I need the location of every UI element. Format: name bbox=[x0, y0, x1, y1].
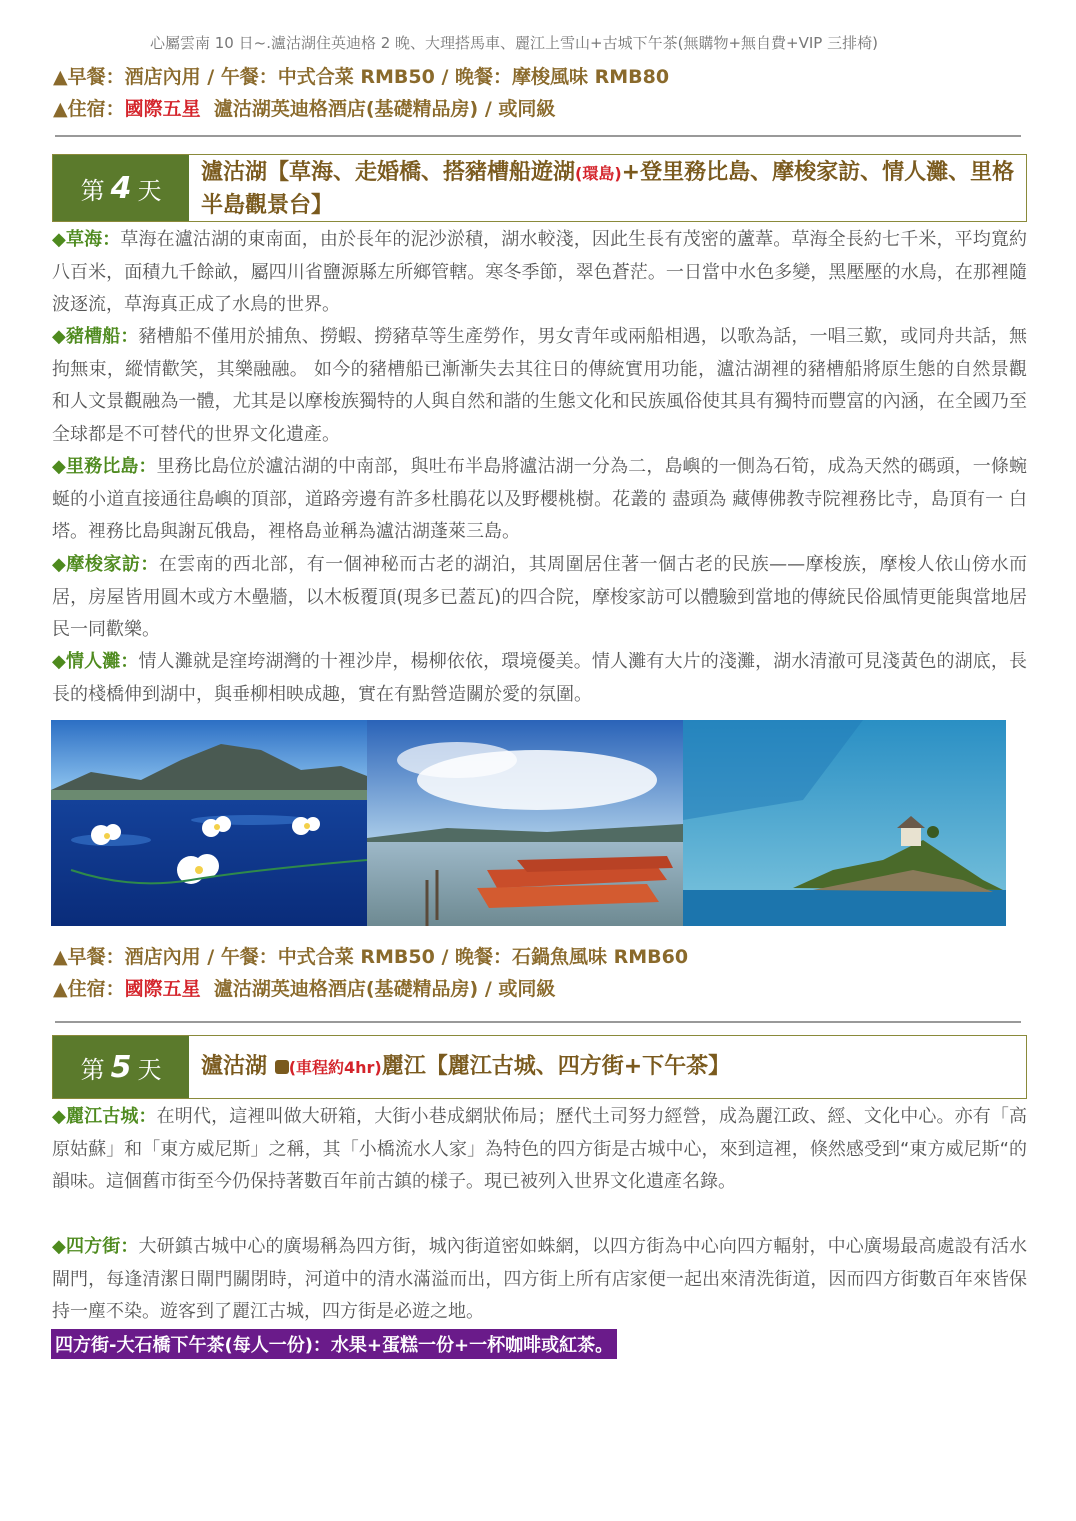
day-prefix: 第 bbox=[80, 176, 105, 205]
section-text: 大研鎮古城中心的廣場稱為四方街，城內街道密如蛛網，以四方街為中心向四方輻射，中心廣場最高處設有活水閘門，每逢清潔日閘門關閉時，河道中的清水滿溢而出，四方街上所有店家便一起出來清洗街道，因而四方街數百年來皆保持一塵不染。遊客到了麗江古城，四方街是必遊之地。 bbox=[52, 1236, 1028, 1322]
diamond-icon: ◆ bbox=[52, 1236, 66, 1257]
divider bbox=[55, 1021, 1021, 1023]
section-sifang-street bbox=[52, 1231, 1027, 1329]
section-head: 麗江古城： bbox=[65, 1106, 157, 1127]
section-text: 里務比島位於瀘沽湖的中南部，與吐布半島將瀘沽湖一分為二，島嶼的一側為石筍，成為天然的碼頭，一條蜿蜒的小道直接通往島嶼的頂部，道路旁邊有許多杜鵑花以及野櫻桃樹。花叢的 盡頭為 藏傳佛教寺院裡務比寺，島頂有一 白塔。裡務比島與謝瓦俄島，裡格島並稱為瀘沽湖蓬萊三島。 bbox=[52, 456, 1028, 542]
day-4-header bbox=[52, 154, 1027, 222]
diamond-icon: ◆ bbox=[52, 1106, 66, 1127]
day-5-header bbox=[52, 1035, 1027, 1099]
section-head: 豬槽船： bbox=[65, 326, 139, 347]
diamond-icon: ◆ bbox=[52, 456, 66, 477]
day-suffix: 天 bbox=[137, 176, 162, 205]
day-title-a: 瀘沽湖 bbox=[201, 1054, 268, 1079]
meal-info: ▲早餐：酒店內用 / 午餐：中式合菜 RMB50 / 晚餐：摩梭風味 RMB80 bbox=[53, 66, 670, 88]
afternoon-tea-note: 四方街-大石橋下午茶(每人一份)：水果+蛋糕一份+一杯咖啡或紅茶。 bbox=[51, 1329, 617, 1359]
section-head: 里務比島： bbox=[65, 456, 157, 477]
section-head: 草海： bbox=[65, 229, 121, 250]
day-title-red: (車程約4hr) bbox=[288, 1058, 382, 1077]
section-head: 四方街： bbox=[65, 1236, 139, 1257]
day-title-b: +登里務比島、摩梭家訪、情人灘、里格半島觀景台】 bbox=[201, 160, 1015, 218]
section-old-town bbox=[52, 1101, 1027, 1199]
section-island bbox=[52, 451, 1027, 549]
day-title-b: 麗江【麗江古城、四方街+下午茶】 bbox=[381, 1054, 731, 1079]
day-title-a: 瀘沽湖【草海、走婚橋、搭豬槽船遊湖 bbox=[201, 160, 576, 185]
photo-strip bbox=[51, 720, 1006, 926]
section-text: 在雲南的西北部，有一個神秘而古老的湖泊，其周圍居住著一個古老的民族——摩梭族，摩梭人依山傍水而居，房屋皆用圓木或方木壘牆，以木板覆頂(現多已蓋瓦)的四合院，摩梭家訪可以體驗到當地的傳統民俗風情更能與當地居民一同歡樂。 bbox=[52, 554, 1028, 640]
stay-hotel: 瀘沽湖英迪格酒店(基礎精品房) / 或同級 bbox=[213, 978, 556, 1000]
day-prefix: 第 bbox=[80, 1055, 105, 1084]
stay-prefix: ▲住宿： bbox=[53, 978, 125, 1000]
section-mosuo bbox=[52, 549, 1027, 647]
diamond-icon: ◆ bbox=[52, 651, 66, 672]
day-number: 4 bbox=[110, 170, 132, 206]
section-text: 豬槽船不僅用於捕魚、撈蝦、撈豬草等生產勞作，男女青年或兩船相遇，以歌為話，一唱三歎，或同舟共話，無拘無束，縱情歡笑，其樂融融。 如今的豬槽船已漸漸失去其往日的傳統實用功能，瀘沽湖裡的豬槽船將原生態的自然景觀和人文景觀融為一體，尤其是以摩梭族獨特的人與自然和諧的生態文化和民族風俗使其具有獨特而豐富的內涵，在全國乃至全球都是不可替代的世界文化遺產。 bbox=[52, 326, 1028, 445]
stay-info bbox=[53, 94, 555, 121]
photo-lake-flowers bbox=[51, 720, 367, 926]
photo-pig-trough-boats bbox=[367, 720, 683, 926]
diamond-icon: ◆ bbox=[52, 554, 67, 575]
stay-prefix: ▲住宿： bbox=[53, 98, 125, 120]
day-number: 5 bbox=[110, 1049, 132, 1085]
diamond-icon: ◆ bbox=[52, 229, 66, 250]
stay-info bbox=[53, 974, 555, 1001]
section-text: 情人灘就是窪垮湖灣的十裡沙岸，楊柳依依，環境優美。情人灘有大片的淺灘，湖水清澈可見淺黃色的湖底，長長的棧橋伸到湖中，與垂柳相映成趣，實在有點營造關於愛的氛圍。 bbox=[52, 651, 1028, 705]
day-suffix: 天 bbox=[137, 1055, 162, 1084]
diamond-icon: ◆ bbox=[52, 326, 66, 347]
divider bbox=[55, 135, 1021, 137]
stay-hotel: 瀘沽湖英迪格酒店(基礎精品房) / 或同級 bbox=[213, 98, 556, 120]
day-title bbox=[201, 1051, 1016, 1084]
bus-icon bbox=[275, 1060, 289, 1074]
section-boat bbox=[52, 321, 1027, 451]
section-head: 摩梭家訪： bbox=[66, 554, 159, 575]
section-caohai bbox=[52, 224, 1027, 322]
stay-star: 國際五星 bbox=[124, 98, 201, 120]
day-title-red: (環島) bbox=[575, 164, 622, 183]
day-label bbox=[53, 1036, 189, 1098]
photo-island bbox=[683, 720, 1006, 926]
day-title bbox=[201, 157, 1016, 222]
section-head: 情人灘： bbox=[65, 651, 139, 672]
section-text: 在明代，這裡叫做大研箱，大街小巷成網狀佈局；歷代土司努力經營，成為麗江政、經、文化中心。亦有「高原姑蘇」和「東方威尼斯」之稱，其「小橋流水人家」為特色的四方街是古城中心，來到這裡，倏然感受到“東方威尼斯“的韻味。這個舊市街至今仍保持著數百年前古鎮的樣子。現已被列入世界文化遺產名錄。 bbox=[52, 1106, 1028, 1192]
section-lovers-beach bbox=[52, 646, 1027, 711]
section-text: 草海在瀘沽湖的東南面，由於長年的泥沙淤積，湖水較淺，因此生長有茂密的蘆葦。草海全長約七千米，平均寬約八百米，面積九千餘畝，屬四川省鹽源縣左所鄉管轄。寒冬季節，翠色蒼茫。一日當中水色多變，黑壓壓的水鳥，在那裡隨波逐流，草海真正成了水鳥的世界。 bbox=[52, 229, 1028, 315]
stay-star: 國際五星 bbox=[124, 978, 201, 1000]
meal-info: ▲早餐：酒店內用 / 午餐：中式合菜 RMB50 / 晚餐：石鍋魚風味 RMB60 bbox=[53, 946, 689, 968]
page-header: 心屬雲南 10 日~.瀘沽湖住英迪格 2 晚、大理搭馬車、麗江上雪山+古城下午茶(無購物+無自費+VIP 三排椅) bbox=[150, 34, 878, 52]
day-label bbox=[53, 155, 189, 221]
